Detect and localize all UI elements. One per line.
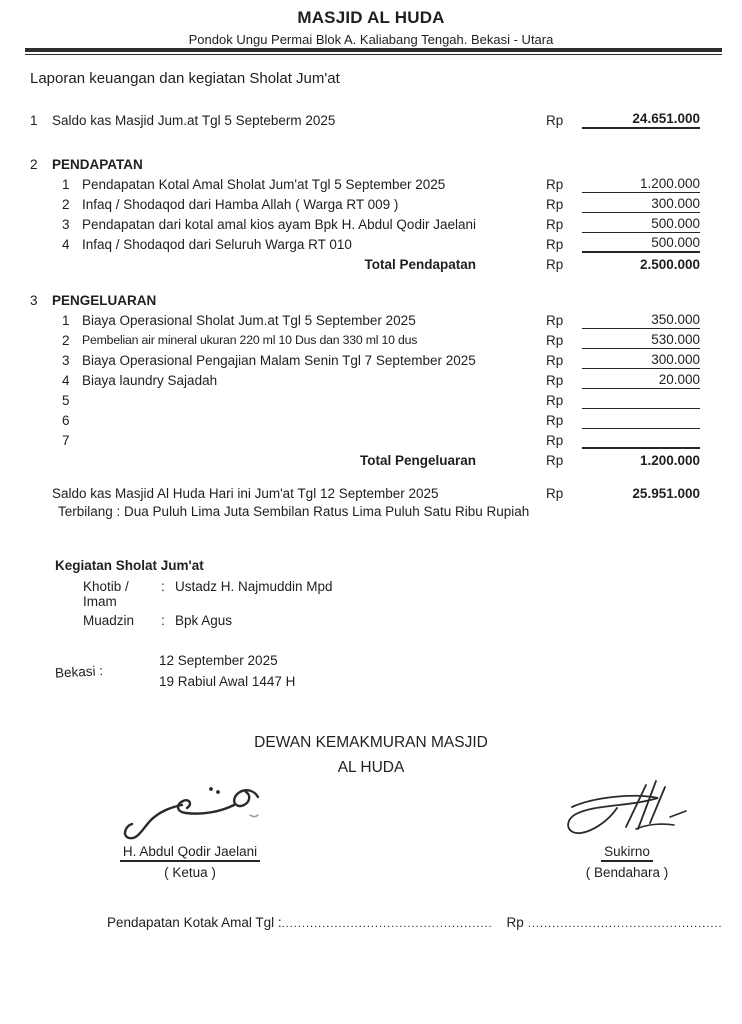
currency-label: Rp bbox=[546, 413, 564, 428]
pendapatan-item-row bbox=[30, 234, 700, 253]
pengeluaran-item-row bbox=[30, 350, 700, 369]
currency-label: Rp bbox=[546, 237, 564, 252]
currency-label: Rp bbox=[546, 197, 564, 212]
pengeluaran-item-row bbox=[30, 370, 700, 389]
kegiatan-label: Khotib / Imam bbox=[83, 579, 129, 609]
row-number: 4 bbox=[62, 373, 70, 388]
date-gregorian: 12 September 2025 bbox=[159, 653, 278, 668]
section-title: PENDAPATAN bbox=[52, 157, 143, 172]
row-amount: 300.000 bbox=[582, 351, 700, 369]
currency-label: Rp bbox=[546, 393, 564, 408]
terbilang-text: Terbilang : Dua Puluh Lima Juta Sembilan Ratus Lima Puluh Satu Ribu Rupiah bbox=[58, 504, 530, 519]
spacer bbox=[30, 274, 700, 290]
row-number: 3 bbox=[62, 217, 70, 232]
currency-label: Rp bbox=[546, 433, 564, 448]
row-number: 7 bbox=[62, 433, 70, 448]
pendapatan-total-row bbox=[30, 254, 700, 273]
section-title: PENGELUARAN bbox=[52, 293, 157, 308]
committee-heading bbox=[0, 730, 742, 780]
kegiatan-separator: : bbox=[161, 579, 165, 594]
section-number: 2 bbox=[30, 157, 38, 172]
row-number: 6 bbox=[62, 413, 70, 428]
row-amount: 25.951.000 bbox=[632, 486, 700, 501]
signer-name: Sukirno bbox=[601, 844, 653, 862]
signer-name: H. Abdul Qodir Jaelani bbox=[120, 844, 260, 862]
row-number: 2 bbox=[62, 333, 70, 348]
row-amount bbox=[582, 428, 700, 429]
signature-bendahara bbox=[547, 775, 707, 843]
kegiatan-row bbox=[83, 579, 333, 609]
row-label: Infaq / Shodaqod dari Hamba Allah ( Warga RT 009 ) bbox=[82, 197, 399, 212]
header-divider bbox=[25, 48, 722, 55]
pengeluaran-item-row bbox=[30, 310, 700, 329]
currency-label: Rp bbox=[546, 373, 564, 388]
currency-label: Rp bbox=[546, 217, 564, 232]
row-number: 4 bbox=[62, 237, 70, 252]
currency-label: Rp bbox=[546, 177, 564, 192]
pengeluaran-empty-row bbox=[30, 410, 700, 429]
row-amount: 24.651.000 bbox=[582, 110, 700, 129]
currency-label: Rp bbox=[546, 257, 564, 272]
total-label: Total Pendapatan bbox=[364, 257, 476, 272]
pendapatan-header-row bbox=[30, 154, 700, 173]
row-number: 1 bbox=[30, 113, 38, 128]
total-amount: 2.500.000 bbox=[639, 257, 700, 272]
scribble-signature-icon bbox=[562, 777, 692, 843]
mosque-address: Pondok Ungu Permai Blok A. Kaliabang Tengah. Bekasi - Utara bbox=[188, 32, 554, 47]
row-amount: 1.200.000 bbox=[582, 175, 700, 193]
pendapatan-item-row bbox=[30, 194, 700, 213]
row-amount bbox=[582, 447, 700, 449]
row-amount bbox=[582, 408, 700, 409]
pendapatan-item-row bbox=[30, 174, 700, 193]
total-label: Total Pengeluaran bbox=[359, 453, 476, 468]
footer-dotted-line: .................................................... bbox=[281, 918, 493, 930]
currency-label: Rp bbox=[546, 333, 564, 348]
date-hijri: 19 Rabiul Awal 1447 H bbox=[159, 674, 296, 689]
footer-label: Pendapatan Kotak Amal Tgl : bbox=[107, 915, 282, 930]
pengeluaran-header-row bbox=[30, 290, 700, 309]
report-title: Laporan keuangan dan kegiatan Sholat Jum'at bbox=[30, 70, 340, 87]
signer-ketua bbox=[90, 775, 290, 880]
footer-dotted-line: ................................................ bbox=[527, 918, 723, 930]
row-label: Pendapatan Kotal Amal Sholat Jum'at Tgl 5 September 2025 bbox=[82, 177, 446, 192]
kegiatan-label: Muadzin bbox=[83, 613, 135, 628]
spacer bbox=[30, 130, 700, 154]
row-label: Saldo kas Masjid Jum.at Tgl 5 Septeberm 2025 bbox=[52, 113, 336, 128]
row-label: Biaya Operasional Pengajian Malam Senin Tgl 7 September 2025 bbox=[82, 353, 476, 368]
signature-ketua bbox=[90, 775, 290, 843]
currency-label: Rp bbox=[546, 353, 564, 368]
row-label: Pembelian air mineral ukuran 220 ml 10 Dus dan 330 ml 10 dus bbox=[82, 333, 418, 347]
kegiatan-section bbox=[55, 558, 333, 632]
row-amount: 300.000 bbox=[582, 195, 700, 213]
row-amount: 500.000 bbox=[582, 234, 700, 253]
kegiatan-value: Bpk Agus bbox=[175, 613, 233, 628]
committee-line2: AL HUDA bbox=[337, 759, 405, 776]
kegiatan-separator: : bbox=[161, 613, 165, 628]
row-label: Biaya Operasional Sholat Jum.at Tgl 5 September 2025 bbox=[82, 313, 416, 328]
signer-role: ( Ketua ) bbox=[164, 865, 216, 880]
saldo-awal-row bbox=[30, 110, 700, 129]
row-label: Infaq / Shodaqod dari Seluruh Warga RT 010 bbox=[82, 237, 352, 252]
row-amount: 500.000 bbox=[582, 215, 700, 233]
document-header bbox=[0, 8, 742, 47]
pengeluaran-empty-row bbox=[30, 430, 700, 449]
kegiatan-title: Kegiatan Sholat Jum'at bbox=[55, 558, 204, 573]
pengeluaran-total-row bbox=[30, 450, 700, 469]
city-label: Bekasi : bbox=[54, 662, 104, 681]
row-number: 2 bbox=[62, 197, 70, 212]
kegiatan-value: Ustadz H. Najmuddin Mpd bbox=[175, 579, 333, 594]
row-label: Biaya laundry Sajadah bbox=[82, 373, 218, 388]
row-amount: 20.000 bbox=[582, 371, 700, 389]
pengeluaran-item-row bbox=[30, 330, 700, 349]
currency-label: Rp bbox=[546, 313, 564, 328]
signer-role: ( Bendahara ) bbox=[585, 865, 669, 880]
total-amount: 1.200.000 bbox=[639, 453, 700, 468]
pendapatan-item-row bbox=[30, 214, 700, 233]
arabic-calligraphy-signature-icon bbox=[110, 781, 270, 843]
currency-label: Rp bbox=[546, 113, 564, 128]
kegiatan-row bbox=[83, 613, 333, 628]
currency-label: Rp bbox=[546, 453, 564, 468]
saldo-akhir-row bbox=[30, 483, 700, 502]
row-number: 3 bbox=[62, 353, 70, 368]
row-label: Pendapatan dari kotal amal kios ayam Bpk H. Abdul Qodir Jaelani bbox=[82, 217, 476, 232]
signer-bendahara bbox=[547, 775, 707, 880]
row-number: 1 bbox=[62, 313, 70, 328]
place-date-section bbox=[55, 650, 295, 692]
financial-section bbox=[30, 110, 700, 519]
committee-line1: DEWAN KEMAKMURAN MASJID bbox=[254, 734, 488, 751]
mosque-name: MASJID AL HUDA bbox=[297, 8, 445, 27]
footer-fill-line bbox=[107, 915, 723, 930]
footer-currency-label: Rp bbox=[506, 915, 524, 930]
row-label: Saldo kas Masjid Al Huda Hari ini Jum'at Tgl 12 September 2025 bbox=[52, 486, 439, 501]
row-number: 5 bbox=[62, 393, 70, 408]
row-number: 1 bbox=[62, 177, 70, 192]
currency-label: Rp bbox=[546, 486, 564, 501]
pengeluaran-empty-row bbox=[30, 390, 700, 409]
row-amount: 350.000 bbox=[582, 311, 700, 329]
spacer bbox=[30, 470, 700, 483]
section-number: 3 bbox=[30, 293, 38, 308]
row-amount: 530.000 bbox=[582, 331, 700, 349]
